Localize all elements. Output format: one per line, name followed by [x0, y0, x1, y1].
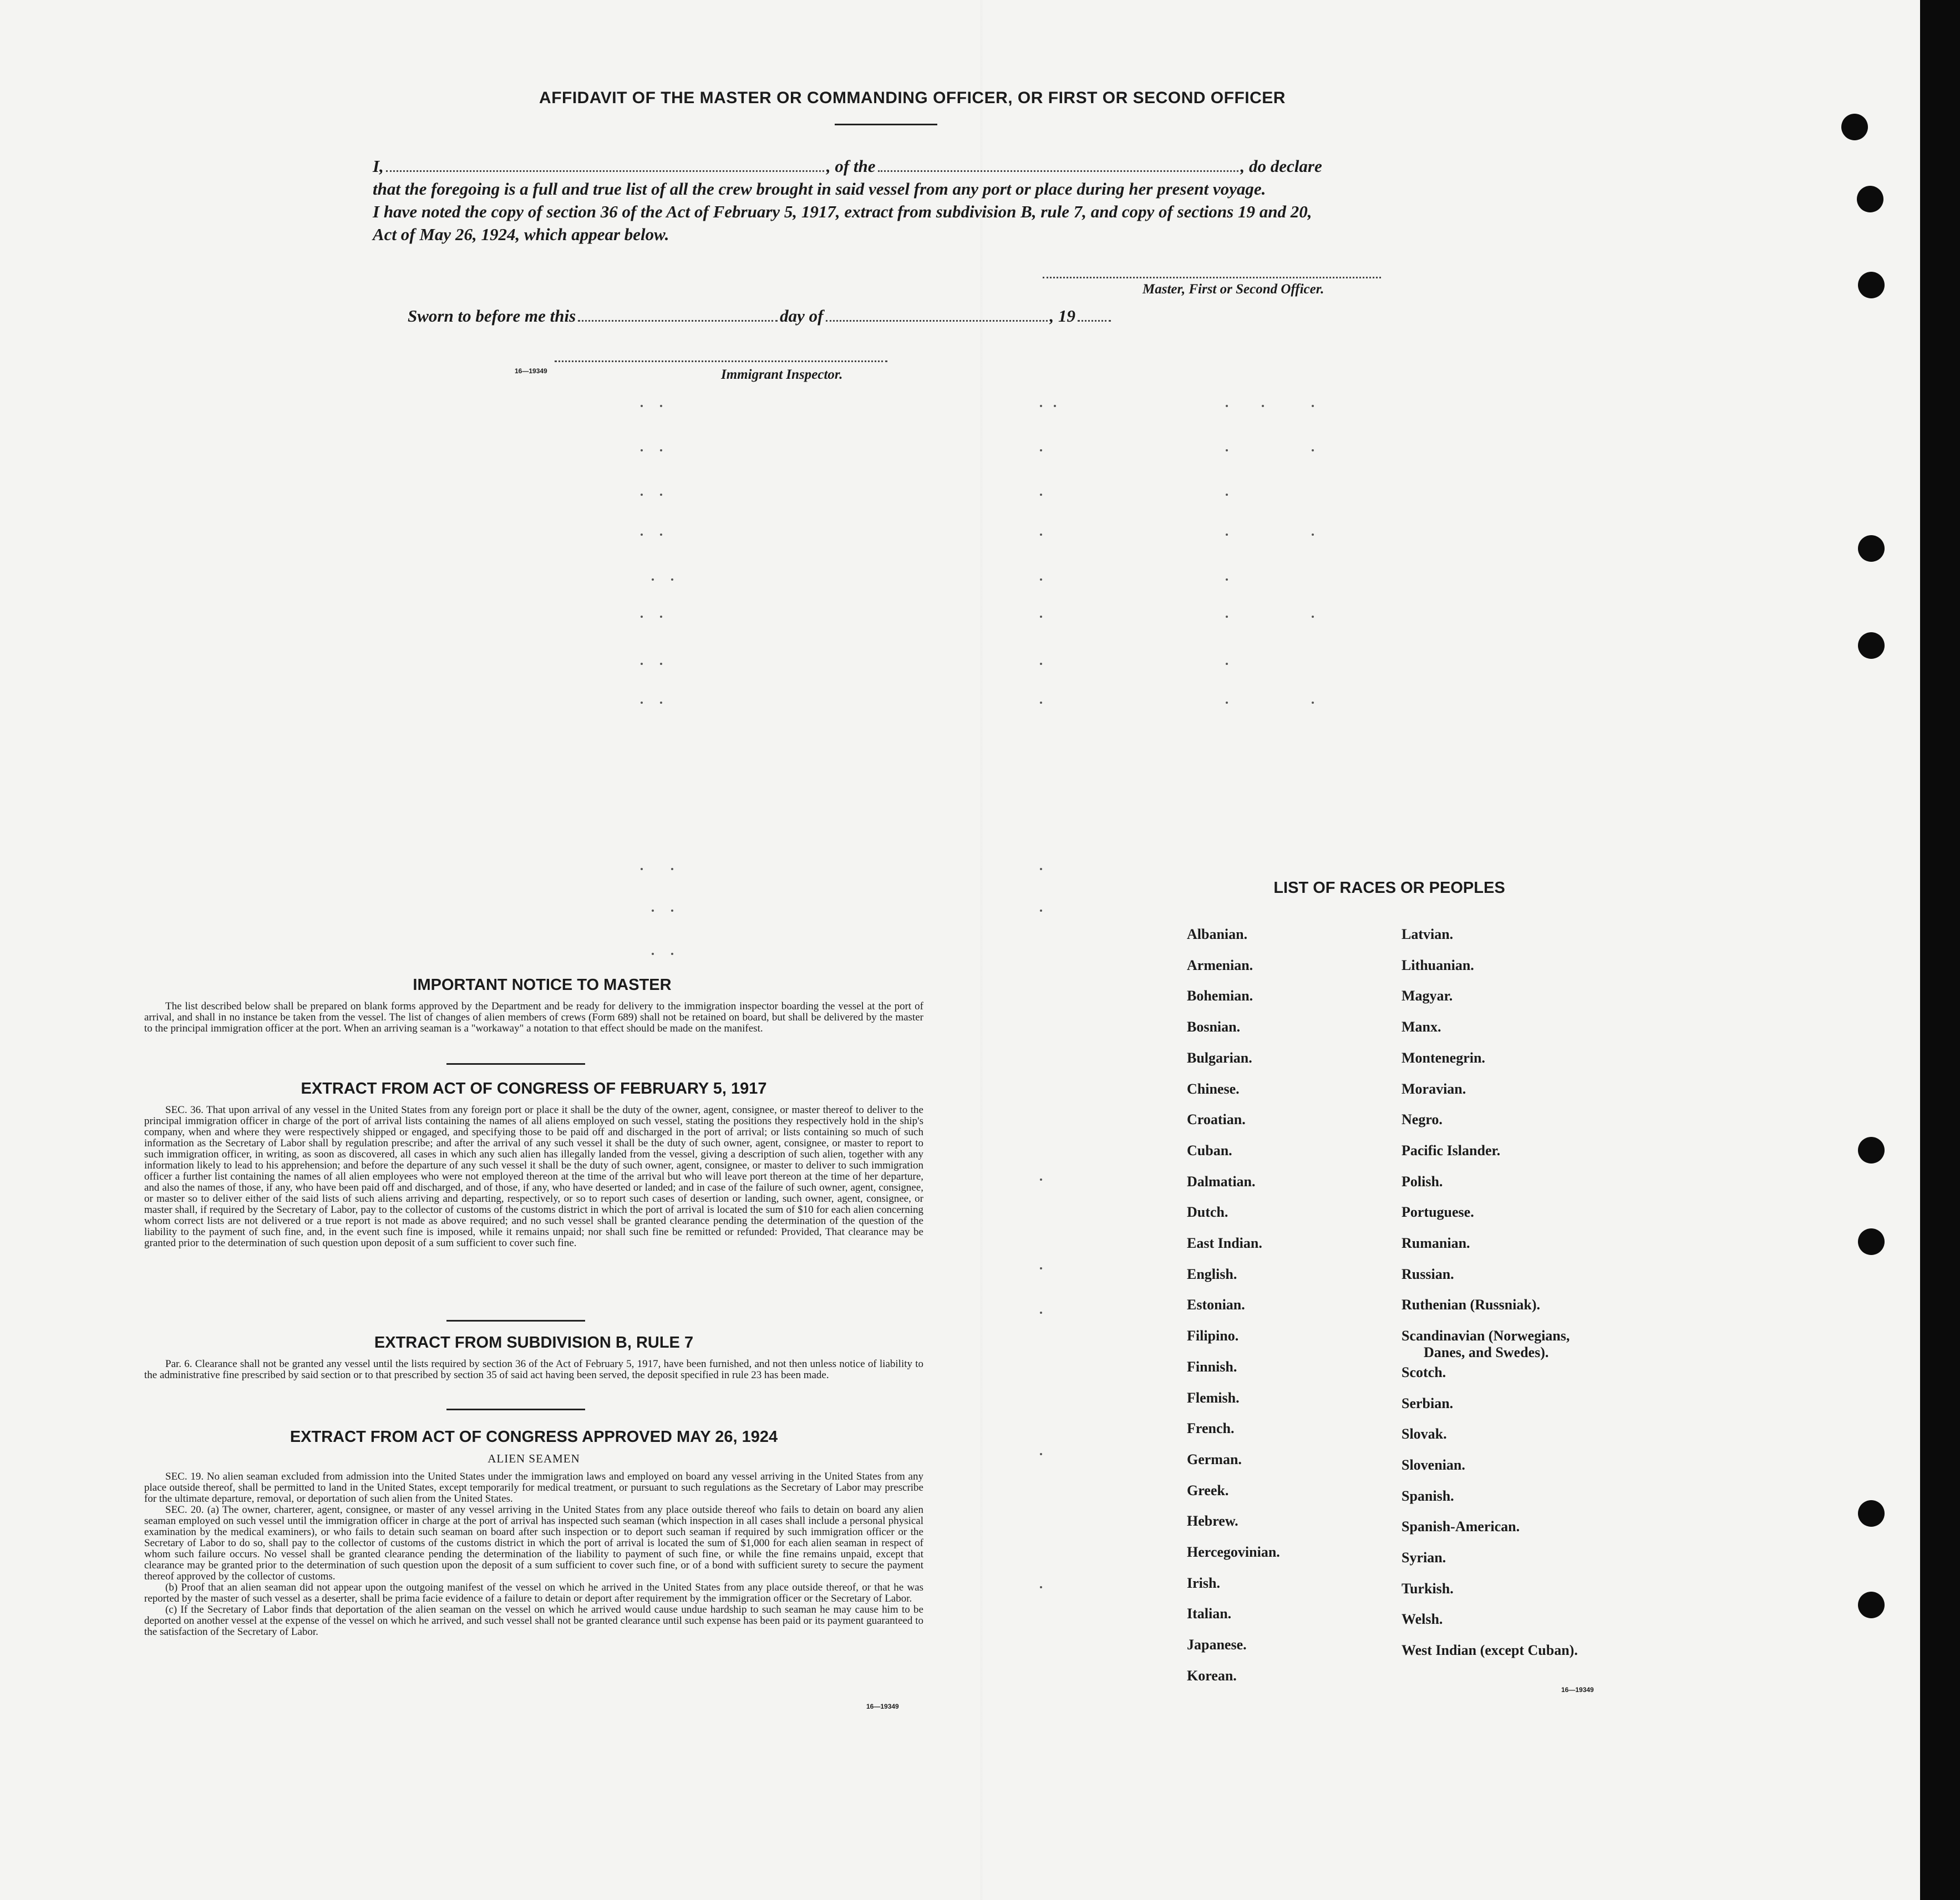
divider	[835, 124, 937, 125]
rule-7-section	[144, 1334, 923, 1381]
race-item-left: Greek.	[1187, 1482, 1229, 1498]
inspector-label: Immigrant Inspector.	[721, 367, 843, 382]
punch-hole	[1858, 1500, 1885, 1527]
races-title: LIST OF RACES OR PEOPLES	[1273, 879, 1505, 897]
sec-19-body: SEC. 19. No alien seaman excluded from admission into the United States under the immigration laws and employed on board any vessel arriving in the United States from any place outside thereof, shall be permitted to land in the United States, except temporarily for medical treatment, or pursuant to such regulations as the Secretary of Labor may prescribe for the ultimate departure, removal, or deportation of such alien from the United States.	[144, 1471, 923, 1505]
sworn-text: Sworn to before me this	[408, 306, 576, 326]
name-blank[interactable]	[386, 170, 824, 172]
punch-hole	[1858, 632, 1885, 659]
sec-20a-body: SEC. 20. (a) The owner, charterer, agent, consignee, or master of any vessel arriving in the United States from any place outside thereof who fails to detain on board any alien seaman employed on such vessel until the immigration officer in charge at the port of arrival has inspected such seaman (which inspection in all cases shall include a personal physical examination by the medical examiners), or who fails to detain such seaman on board after such inspection or to deport such seaman if required by such immigration officer or the Secretary of Labor to do so, shall pay to the collector of customs of the customs district in which the port of arrival is located the sum of $1,000 for each alien seaman in respect of whom such failure occurs. No vessel shall be granted clearance pending the determination of the liability to payment of such fine, or while the fine remains unpaid, except that clearance may be granted prior to the determination of such question upon the deposit of a sum sufficient to cover such fine, or of a bond with sufficient surety to secure the payment thereof approved by the collector of customs.	[144, 1504, 923, 1582]
race-item-right: Serbian.	[1402, 1395, 1454, 1411]
race-item-left: Korean.	[1187, 1667, 1237, 1684]
race-item-left: Estonian.	[1187, 1297, 1245, 1313]
race-item-left: Hebrew.	[1187, 1513, 1238, 1530]
divider	[446, 1320, 585, 1322]
race-item-right: Negro.	[1402, 1111, 1443, 1128]
extract-1917-title: EXTRACT FROM ACT OF CONGRESS OF FEBRUARY 5, 1917	[301, 1080, 767, 1098]
affidavit-line-4: Act of May 26, 1924, which appear below.	[373, 225, 669, 244]
rule-7-body: Par. 6. Clearance shall not be granted any vessel until the lists required by section 36 of the Act of February 5, 1917, have been furnished, and not then unless notice of liability to the administrative fine prescribed by said section or to that prescribed by section 35 of said act having been served, the deposit specified in rule 23 has been made.	[144, 1358, 923, 1381]
race-item-left: German.	[1187, 1451, 1242, 1467]
race-item-right: Manx.	[1402, 1019, 1441, 1035]
punch-hole	[1858, 1228, 1885, 1255]
affidavit-title: AFFIDAVIT OF THE MASTER OR COMMANDING OFFICER, OR FIRST OR SECOND OFFICER	[539, 89, 1286, 107]
sec-20b-body: (b) Proof that an alien seaman did not appear upon the outgoing manifest of the vessel on which he arrived in the United States from any place outside thereof, or that he was reported by the master of such vessel as a deserter, shall be prima facie evidence of a failure to detain or deport after requirement by the immigration officer or the Secretary of Labor.	[144, 1582, 923, 1604]
race-item-right: Pacific Islander.	[1402, 1142, 1501, 1159]
race-item-left: French.	[1187, 1420, 1235, 1437]
sworn-line	[408, 305, 1113, 327]
race-item-left: Dutch.	[1187, 1204, 1228, 1221]
race-item-right: Syrian.	[1402, 1550, 1446, 1566]
notice-title: IMPORTANT NOTICE TO MASTER	[413, 976, 672, 994]
day-of-text: day of	[780, 306, 824, 326]
race-item-left: Japanese.	[1187, 1637, 1247, 1653]
vessel-blank[interactable]	[878, 170, 1238, 172]
affidavit-line-3: I have noted the copy of section 36 of the Act of February 5, 1917, extract from subdivision B, rule 7, and copy of sections 19 and 20,	[373, 202, 1312, 221]
race-item-left: Italian.	[1187, 1606, 1232, 1622]
race-item-left: Bulgarian.	[1187, 1049, 1252, 1066]
race-item-left: Albanian.	[1187, 926, 1248, 942]
form-code: 16—19349	[866, 1703, 899, 1710]
race-item-right: Spanish-American.	[1402, 1518, 1520, 1535]
race-item-left: Hercegovinian.	[1187, 1544, 1280, 1560]
form-code: 16—19349	[1561, 1686, 1594, 1694]
race-item-right: Montenegrin.	[1402, 1049, 1485, 1066]
master-signature-label: Master, First or Second Officer.	[1143, 282, 1324, 297]
form-code: 16—19349	[515, 367, 547, 375]
race-item-right: Slovak.	[1402, 1426, 1447, 1442]
sworn-year-blank[interactable]	[1078, 320, 1111, 322]
affidavit-line-2: that the foregoing is a full and true list of all the crew brought in said vessel from any port or place during her present voyage.	[373, 179, 1266, 199]
race-item-right: West Indian (except Cuban).	[1402, 1642, 1578, 1659]
race-item-right: Russian.	[1402, 1266, 1454, 1282]
inspector-signature-blank[interactable]	[555, 360, 887, 362]
sworn-month-blank[interactable]	[826, 320, 1048, 322]
extract-1917-body: SEC. 36. That upon arrival of any vessel in the United States from any foreign port or place it shall be the duty of the owner, agent, consignee, or master thereof to deliver to the principal immigration officer in charge of the port of arrival lists containing the names of all aliens employed on such vessel, stating the positions they respectively hold in the ship's company, when and where they were respectively shipped or engaged, and specifying those to be paid off and discharged in the port of arrival; or lists containing so much of such information as the Secretary of Labor shall by regulation prescribe; and after the arrival of any such vessel it shall be the duty of such owner, agent, consignee, or master to report to such immigration officer, in writing, as soon as discovered, all cases in which any such alien has illegally landed from the vessel, giving a description of such alien, together with any information likely to lead to his apprehension; and before the departure of any such vessel it shall be the duty of such owner, agent, consignee, or master to deliver to such immigration officer a further list containing the names of all alien employees who were not employed thereon at the time of the arrival but who will leave port thereon at the time of her departure, and also the names of those, if any, who have been paid off and discharged, and of those, if any, who have deserted or landed; and in case of the failure of such owner, agent, consignee, or master so to deliver either of the said lists of such aliens arriving and departing, respectively, or so to report such cases of desertion or landing, such owner, agent, consignee, or master shall, if required by the Secretary of Labor, pay to the collector of customs of the customs district in which the port of arrival is located the sum of $10 for each alien concerning whom correct lists are not delivered or a true report is not made as above required; and no such vessel shall be granted clearance pending the determination of the question of the liability to the payment of such fine, and, in the event such fine is imposed, while it remains unpaid; nor shall such fine be remitted or refunded: Provided, That clearance may be granted prior to the determination of such question upon deposit of a sum sufficient to cover such fine.	[144, 1104, 923, 1249]
extract-1924-section	[144, 1428, 923, 1638]
race-item-right: Scandinavian (Norwegians,	[1402, 1328, 1570, 1344]
sec-20c-body: (c) If the Secretary of Labor finds that deportation of the alien seaman on the vessel on which he arrived would cause undue hardship to such seaman he may cause him to be deported on another vessel at the expense of the vessel on which he arrived, and such vessel shall not be granted clearance until such expense has been paid or its payment guaranteed to the satisfaction of the Secretary of Labor.	[144, 1604, 923, 1638]
fold-crease	[981, 0, 982, 1900]
affidavit-of-the: , of the	[826, 156, 876, 176]
race-item-right: Moravian.	[1402, 1080, 1466, 1097]
race-item-right: Spanish.	[1402, 1487, 1454, 1504]
race-item-left: Bohemian.	[1187, 988, 1253, 1004]
punch-hole	[1858, 1592, 1885, 1618]
race-item-right: Danes, and Swedes).	[1424, 1344, 1549, 1361]
race-item-left: Flemish.	[1187, 1389, 1240, 1406]
race-item-left: Cuban.	[1187, 1142, 1232, 1159]
race-item-right: Lithuanian.	[1402, 957, 1474, 973]
race-item-right: Slovenian.	[1402, 1456, 1465, 1473]
year-text: , 19	[1049, 306, 1075, 326]
race-item-left: Irish.	[1187, 1574, 1220, 1591]
race-item-right: Ruthenian (Russniak).	[1402, 1297, 1540, 1313]
race-item-right: Welsh.	[1402, 1611, 1443, 1628]
affidavit-i: I,	[373, 156, 384, 176]
race-item-left: English.	[1187, 1266, 1237, 1282]
race-item-left: Chinese.	[1187, 1080, 1240, 1097]
race-item-left: Bosnian.	[1187, 1019, 1241, 1035]
affidavit-line-1	[373, 155, 1322, 177]
race-item-right: Scotch.	[1402, 1364, 1446, 1380]
race-item-left: Filipino.	[1187, 1328, 1239, 1344]
race-item-right: Rumanian.	[1402, 1235, 1470, 1251]
divider	[446, 1409, 585, 1410]
race-item-right: Portuguese.	[1402, 1204, 1474, 1221]
punch-hole	[1858, 272, 1885, 298]
race-item-left: Croatian.	[1187, 1111, 1246, 1128]
extract-1917-section	[144, 1080, 923, 1249]
punch-hole	[1858, 535, 1885, 562]
extract-1924-title: EXTRACT FROM ACT OF CONGRESS APPROVED MAY 26, 1924	[290, 1428, 778, 1446]
notice-body: The list described below shall be prepared on blank forms approved by the Department and be ready for delivery to the immigration inspector boarding the vessel at the port of arrival, and shall in no instance be taken from the vessel. The list of changes of alien members of crews (Form 689) shall not be retained on board, but shall be delivered by the master to the principal immigration officer at the port. When an arriving seaman is a "workaway" a notation to that effect should be made on the manifest.	[144, 1000, 923, 1034]
punch-hole	[1858, 1137, 1885, 1164]
divider	[446, 1063, 585, 1065]
race-item-right: Turkish.	[1402, 1580, 1454, 1597]
extract-1924-subtitle: ALIEN SEAMEN	[488, 1452, 580, 1465]
punch-hole	[1857, 186, 1883, 212]
rule-7-title: EXTRACT FROM SUBDIVISION B, RULE 7	[374, 1334, 694, 1352]
race-item-right: Magyar.	[1402, 988, 1453, 1004]
sworn-day-blank[interactable]	[578, 320, 778, 322]
race-item-left: East Indian.	[1187, 1235, 1262, 1251]
punch-hole	[1841, 114, 1868, 140]
race-item-right: Polish.	[1402, 1173, 1443, 1190]
race-item-right: Latvian.	[1402, 926, 1454, 942]
race-item-left: Armenian.	[1187, 957, 1253, 973]
race-item-left: Finnish.	[1187, 1358, 1237, 1375]
affidavit-declare: , do declare	[1240, 156, 1322, 176]
notice-section	[144, 976, 923, 1034]
race-item-left: Dalmatian.	[1187, 1173, 1256, 1190]
